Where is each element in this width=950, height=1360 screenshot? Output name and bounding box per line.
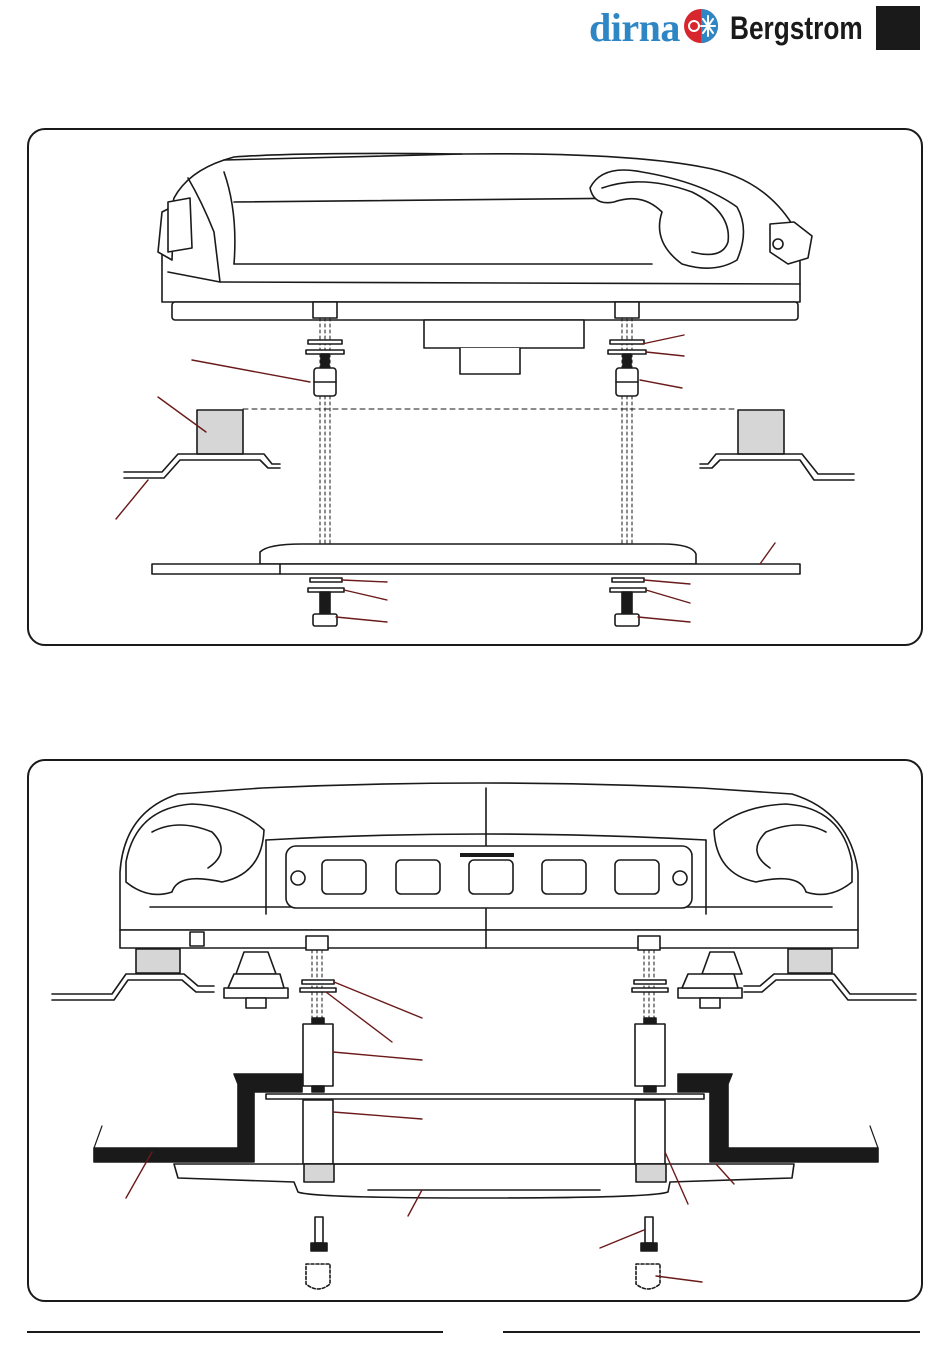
inner-trim-frame [174,1164,794,1198]
screw-and-cap-left [306,1217,330,1289]
mount-knob-right [678,952,742,1008]
bottom-fasteners-left [308,578,344,626]
roof-pad-left [124,410,280,478]
side-view-diagram [29,130,921,644]
fastener-stack-right [608,302,646,547]
leader-lines-top [116,335,775,622]
base-plate [152,544,800,574]
bottom-fasteners-right [610,578,646,626]
header [0,0,950,80]
unit-body-front [120,783,858,948]
snowflake-sun-emblem-icon [683,8,719,44]
stud-left-front [300,936,336,1092]
footer-rule-right [503,1331,920,1333]
roof-pad-right [700,410,854,480]
roof-pad-right-front [744,949,916,1000]
stud-right-front [632,936,668,1092]
brand-bergstrom-text: Bergstrom [730,10,863,46]
roof-pad-left-front [52,949,214,1000]
fastener-stack-left [306,302,344,547]
mount-knob-left [224,952,288,1008]
unit-body-side [158,153,812,374]
page-tab-marker [876,6,920,50]
footer-rule-left [27,1331,443,1333]
diagram-panel-bottom [27,759,923,1302]
spacer-lower-left [303,1100,333,1164]
roof-section [94,1074,878,1162]
front-view-diagram [29,761,921,1300]
brand-dirna-text: dirna [589,5,680,50]
diagram-panel-top [27,128,923,646]
spacer-lower-right [635,1100,665,1164]
screw-and-cap-right [636,1217,660,1289]
